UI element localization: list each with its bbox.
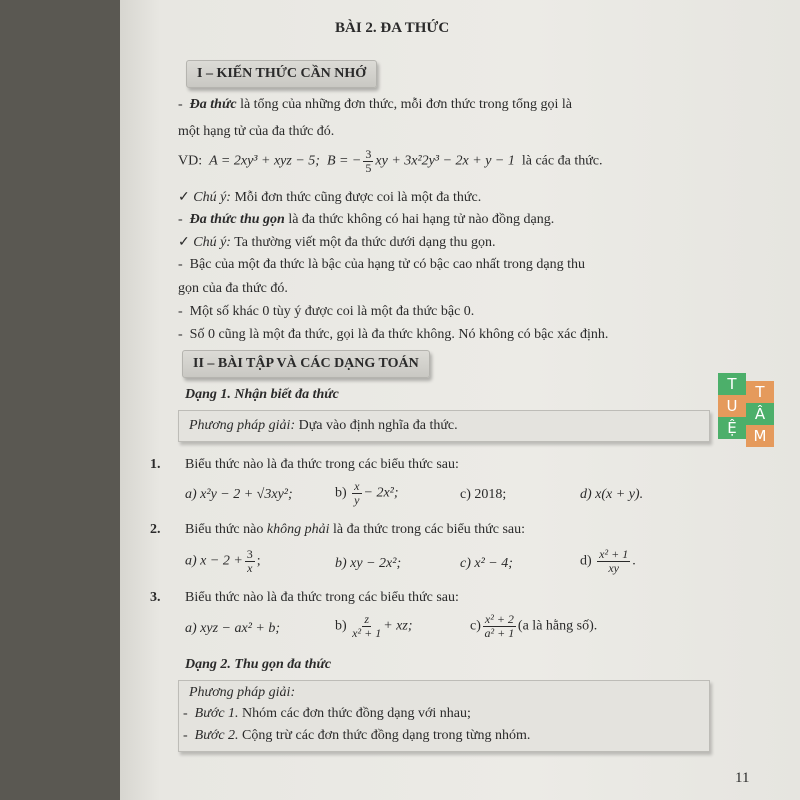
reduced-definition: - Đa thức thu gọn là đa thức không có hai hạng tử nào đồng dạng. [178, 212, 555, 227]
step-1: - Bước 1. Nhóm các đơn thức đồng dạng với nhau; [183, 706, 471, 721]
definition-line-2: một hạng tử của đa thức đó. [178, 124, 335, 139]
question-2-text: Biểu thức nào không phải là đa thức trong các biểu thức sau: [185, 522, 526, 537]
question-1-number: 1. [150, 457, 161, 472]
q1-option-b: b) $\frac{x}{y}$ − 2x²; [335, 479, 399, 507]
degree-line: - Bậc của một đa thức là bậc của hạng tử có bậc cao nhất trong dạng thu [178, 257, 586, 272]
degree-line-2: gọn của đa thức đó. [178, 281, 288, 296]
definition-line: - Đa thức là tổng của những đơn thức, mỗi đơn thức trong tổng gọi là [178, 97, 572, 112]
example-line: VD: A = 2xy³ + xyz − 5; B = − $\frac{3}{5}$ xy + 3x²2y³ − 2x + y − 1 là các đa thức. [178, 147, 603, 175]
page-number: 11 [735, 770, 750, 786]
watermark-logo: T T U Â Ệ M [718, 373, 774, 461]
q1-option-a: a) x²y − 2 + √3xy²; [185, 487, 293, 502]
q2-option-a: a) x − 2 + $\frac{3}{x}$ ; [185, 547, 261, 575]
type1-heading: Dạng 1. Nhận biết đa thức [185, 387, 339, 402]
nonzero-line: - Một số khác 0 tùy ý được coi là một đa thức bậc 0. [178, 304, 475, 319]
q2-option-b: b) xy − 2x²; [335, 556, 402, 571]
question-3-text: Biểu thức nào là đa thức trong các biểu thức sau: [185, 590, 459, 605]
method-box-2: Phương pháp giải: - Bước 1. Nhóm các đơn thức đồng dạng với nhau; - Bước 2. Cộng trừ các đơn thức đồng dạng trong từng nhóm. [178, 680, 710, 752]
note-1: ✓ Chú ý: Mỗi đơn thức cũng được coi là một đa thức. [178, 190, 482, 205]
q3-option-b: b) $\frac{z}{\text{x² + 1}}$ + xz; [335, 612, 413, 640]
q2-option-c: c) x² − 4; [460, 556, 513, 571]
book-page [120, 0, 800, 800]
note-2: ✓ Chú ý: Ta thường viết một đa thức dưới dạng thu gọn. [178, 235, 496, 250]
section-heading-1: I – KIẾN THỨC CẦN NHỚ [186, 60, 377, 88]
question-1-text: Biểu thức nào là đa thức trong các biểu thức sau: [185, 457, 459, 472]
method-box-1: Phương pháp giải: Dựa vào định nghĩa đa thức. [178, 410, 710, 442]
q3-option-a: a) xyz − ax² + b; [185, 621, 281, 636]
zero-line: - Số 0 cũng là một đa thức, gọi là đa thức không. Nó không có bậc xác định. [178, 327, 609, 342]
q1-option-d: d) x(x + y). [580, 487, 644, 502]
step-2: - Bước 2. Cộng trừ các đơn thức đồng dạng trong từng nhóm. [183, 728, 531, 743]
q2-option-d: d) $\frac{\text{x² + 1}}{xy}$ . [580, 547, 636, 575]
q3-option-c: c) $\frac{\text{x² + 2}}{\text{a² + 1}}$ (a là hằng số). [470, 612, 598, 640]
q1-option-c: c) 2018; [460, 487, 507, 502]
section-heading-2: II – BÀI TẬP VÀ CÁC DẠNG TOÁN [182, 350, 430, 378]
question-3-number: 3. [150, 590, 161, 605]
type2-heading: Dạng 2. Thu gọn đa thức [185, 657, 332, 672]
page-title: BÀI 2. ĐA THỨC [335, 20, 450, 36]
question-2-number: 2. [150, 522, 161, 537]
